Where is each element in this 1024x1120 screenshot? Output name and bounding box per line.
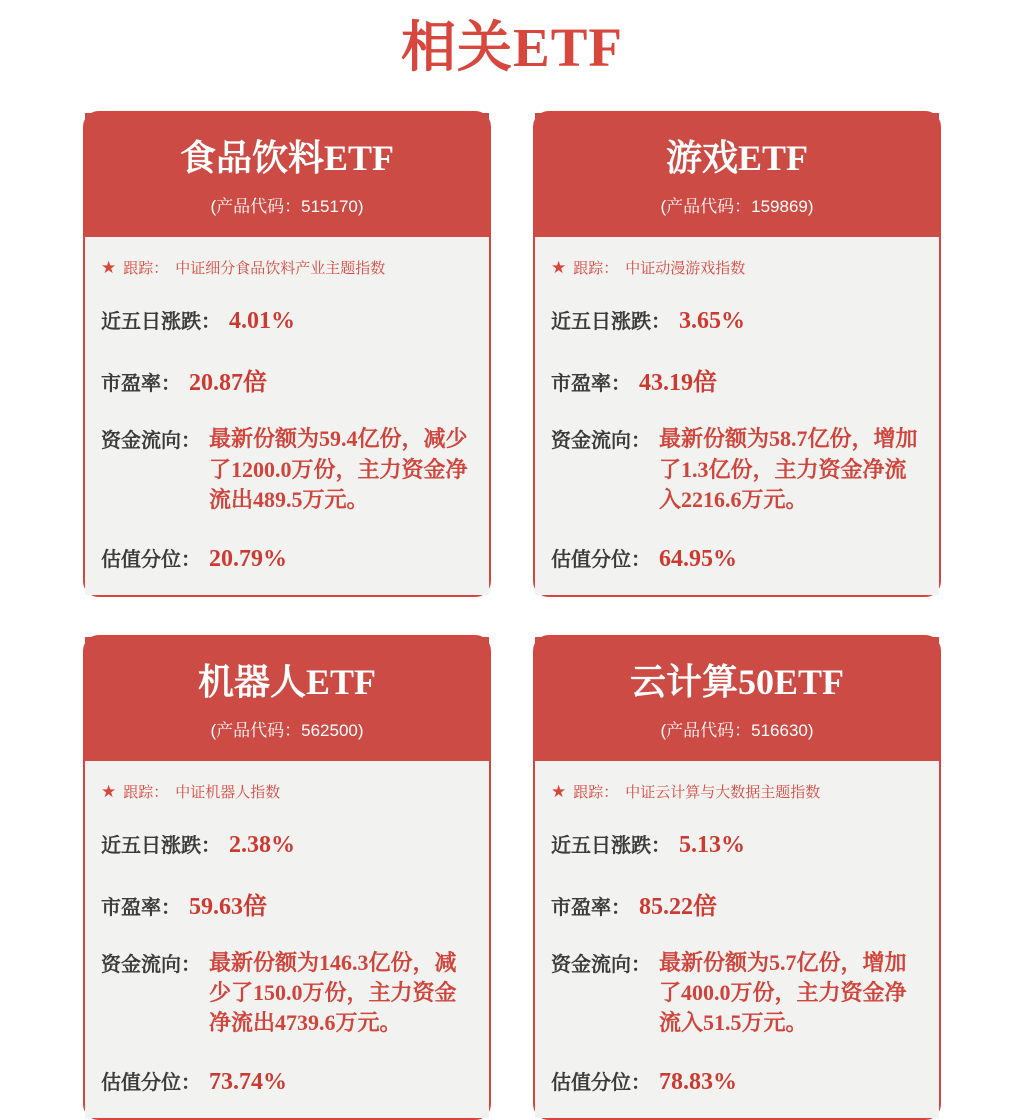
track-index-name: 中证云计算与大数据主题指数 bbox=[625, 783, 821, 801]
track-index-name: 中证机器人指数 bbox=[175, 783, 281, 801]
pe-row bbox=[101, 362, 473, 397]
etf-card-food-beverage bbox=[83, 111, 491, 596]
etf-card-header bbox=[535, 637, 939, 761]
change-value: 4.01% bbox=[229, 308, 295, 335]
flow-value: 最新份额为5.7亿份，增加了400.0万份，主力资金净流入51.5万元。 bbox=[659, 949, 907, 1036]
flow-value: 最新份额为58.7亿份，增加了1.3亿份，主力资金净流入2216.6万元。 bbox=[659, 426, 918, 513]
flow-label: 资金流向： bbox=[101, 430, 201, 453]
track-row bbox=[101, 781, 473, 802]
etf-card-robot bbox=[83, 635, 491, 1120]
change-label: 近五日涨跌： bbox=[551, 311, 671, 334]
change-row bbox=[101, 305, 473, 335]
etf-product-code: (产品代码：516630) bbox=[660, 720, 814, 740]
pe-label: 市盈率： bbox=[101, 896, 181, 919]
flow-row bbox=[551, 948, 923, 1039]
track-row bbox=[551, 257, 923, 278]
etf-card-header bbox=[535, 113, 939, 237]
valuation-row bbox=[101, 543, 473, 573]
etf-card-body bbox=[85, 237, 489, 594]
pe-label: 市盈率： bbox=[551, 896, 631, 919]
etf-card-body bbox=[85, 761, 489, 1118]
valuation-value: 64.95% bbox=[659, 545, 737, 572]
etf-name: 游戏ETF bbox=[665, 138, 808, 179]
etf-cards-grid bbox=[83, 111, 941, 1120]
valuation-value: 73.74% bbox=[209, 1068, 287, 1095]
pe-value: 20.87倍 bbox=[189, 370, 267, 397]
etf-name: 食品饮料ETF bbox=[179, 138, 394, 179]
etf-product-code: (产品代码：562500) bbox=[210, 720, 364, 740]
pe-value: 59.63倍 bbox=[189, 893, 267, 920]
valuation-row bbox=[551, 543, 923, 573]
change-value: 5.13% bbox=[679, 831, 745, 858]
infographic-page bbox=[0, 16, 1024, 1096]
change-row bbox=[101, 829, 473, 859]
star-icon: ★ bbox=[101, 258, 117, 278]
change-row bbox=[551, 305, 923, 335]
etf-card-body bbox=[535, 761, 939, 1118]
track-row bbox=[101, 257, 473, 278]
etf-card-body bbox=[535, 237, 939, 594]
valuation-value: 20.79% bbox=[209, 545, 287, 572]
valuation-label: 估值分位： bbox=[101, 1071, 201, 1094]
etf-card-header bbox=[85, 113, 489, 237]
star-icon: ★ bbox=[101, 781, 117, 801]
etf-product-code: (产品代码：159869) bbox=[660, 197, 814, 217]
track-label: 跟踪： bbox=[573, 783, 619, 801]
change-value: 2.38% bbox=[229, 831, 295, 858]
etf-name: 机器人ETF bbox=[197, 661, 376, 702]
track-label: 跟踪： bbox=[573, 260, 619, 278]
flow-row bbox=[101, 948, 473, 1039]
track-row bbox=[551, 781, 923, 802]
etf-product-code: (产品代码：515170) bbox=[210, 197, 364, 217]
change-label: 近五日涨跌： bbox=[551, 834, 671, 857]
etf-card-header bbox=[85, 637, 489, 761]
etf-name: 云计算50ETF bbox=[629, 661, 844, 702]
star-icon: ★ bbox=[551, 258, 567, 278]
valuation-label: 估值分位： bbox=[101, 548, 201, 571]
valuation-row bbox=[551, 1066, 923, 1096]
valuation-label: 估值分位： bbox=[551, 1071, 651, 1094]
page-title: 相关ETF bbox=[401, 17, 623, 78]
change-label: 近五日涨跌： bbox=[101, 311, 221, 334]
star-icon: ★ bbox=[551, 781, 567, 801]
valuation-label: 估值分位： bbox=[551, 548, 651, 571]
pe-label: 市盈率： bbox=[101, 373, 181, 396]
flow-label: 资金流向： bbox=[551, 953, 651, 976]
track-index-name: 中证动漫游戏指数 bbox=[625, 260, 746, 278]
valuation-row bbox=[101, 1066, 473, 1096]
flow-value: 最新份额为59.4亿份，减少了1200.0万份，主力资金净流出489.5万元。 bbox=[209, 426, 468, 513]
flow-row bbox=[551, 424, 923, 515]
flow-label: 资金流向： bbox=[551, 430, 651, 453]
pe-value: 85.22倍 bbox=[639, 893, 717, 920]
etf-card-cloud-computing bbox=[533, 635, 941, 1120]
pe-label: 市盈率： bbox=[551, 373, 631, 396]
change-label: 近五日涨跌： bbox=[101, 834, 221, 857]
pe-row bbox=[551, 362, 923, 397]
pe-row bbox=[101, 886, 473, 921]
track-index-name: 中证细分食品饮料产业主题指数 bbox=[175, 260, 386, 278]
valuation-value: 78.83% bbox=[659, 1068, 737, 1095]
flow-label: 资金流向： bbox=[101, 953, 201, 976]
flow-row bbox=[101, 424, 473, 515]
pe-value: 43.19倍 bbox=[639, 370, 717, 397]
track-label: 跟踪： bbox=[123, 783, 169, 801]
change-value: 3.65% bbox=[679, 308, 745, 335]
flow-value: 最新份额为146.3亿份，减少了150.0万份，主力资金净流出4739.6万元。 bbox=[209, 949, 457, 1036]
track-label: 跟踪： bbox=[123, 260, 169, 278]
change-row bbox=[551, 829, 923, 859]
pe-row bbox=[551, 886, 923, 921]
etf-card-game bbox=[533, 111, 941, 596]
